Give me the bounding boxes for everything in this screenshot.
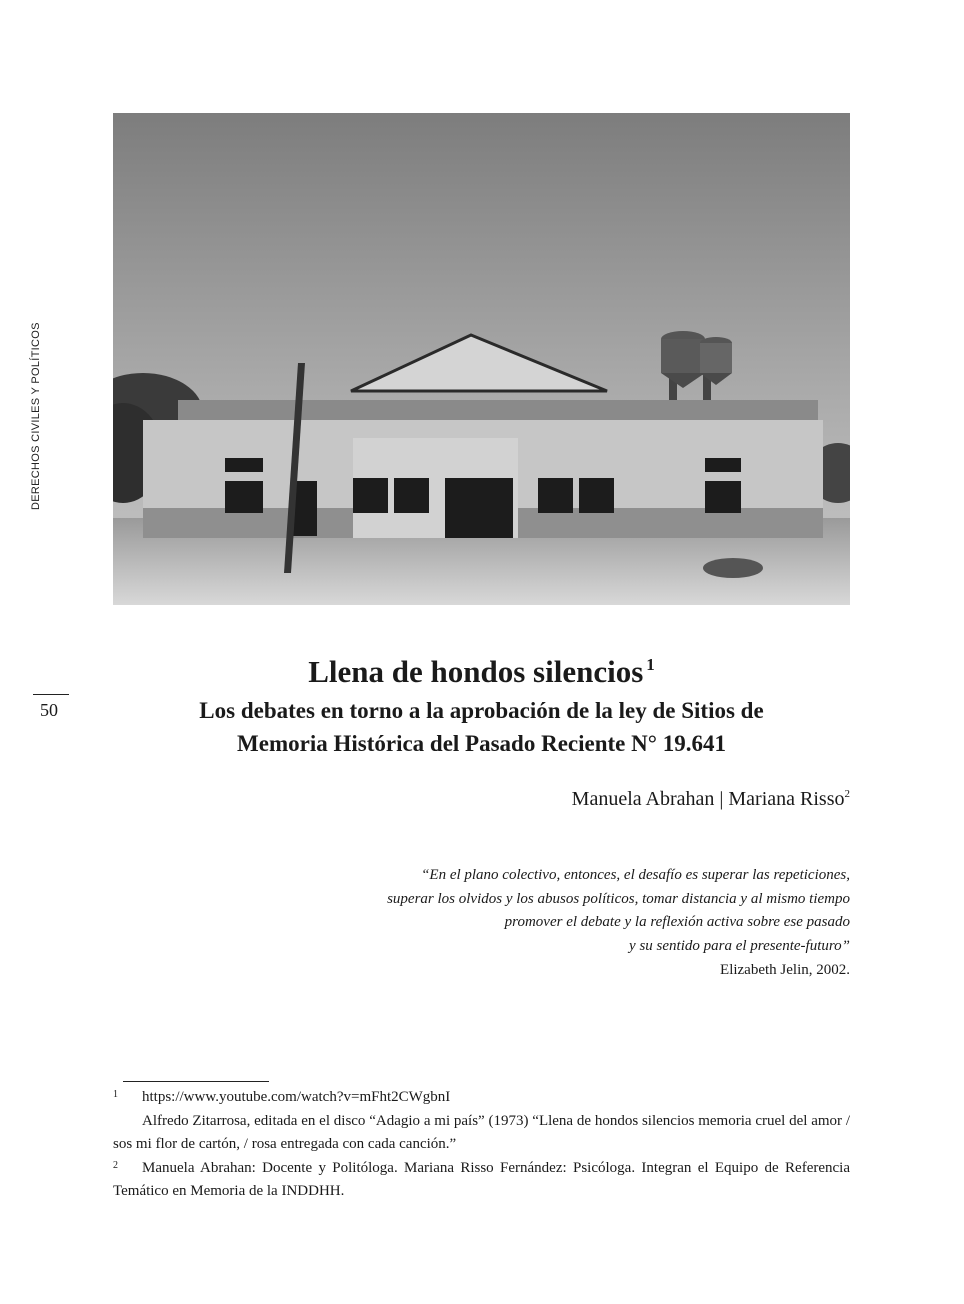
footnote-1-text: Alfredo Zitarrosa, editada en el disco “Adagio a mi país” (1973) “Llena de hondos silencios memoria cruel del amor / sos mi flor de cartón, / rosa entregada con cada canción.”: [113, 1112, 850, 1152]
page-number: 50: [40, 700, 58, 720]
title-footnote-marker[interactable]: 1: [646, 655, 655, 674]
article-subtitle: [113, 694, 850, 760]
epigraph-quote: [290, 864, 850, 958]
building-photo: [113, 113, 850, 605]
authors-footnote-marker[interactable]: 2: [844, 788, 850, 800]
article-title-text: Llena de hondos silencios: [308, 654, 644, 689]
epigraph-line: y su sentido para el presente-futuro”: [629, 937, 850, 954]
footnote-1-number: 1: [113, 1089, 118, 1100]
page-number-rule: [33, 694, 69, 695]
footnote-2-text: Manuela Abrahan: Docente y Politóloga. Mariana Risso Fernández: Psicóloga. Integran el Equipo de Referencia Temático en Memoria de la INDDHH.: [113, 1159, 850, 1199]
footnote-1-url[interactable]: https://www.youtube.com/watch?v=mFht2CWgbnI: [142, 1089, 451, 1105]
running-header-section: DERECHOS CIVILES Y POLÍTICOS: [30, 322, 42, 510]
footnote-1: [113, 1086, 850, 1110]
footnote-1-body: [113, 1110, 850, 1157]
footnote-separator: [123, 1081, 269, 1082]
authors-text: Manuela Abrahan | Mariana Risso: [571, 788, 845, 810]
footnote-2: [113, 1157, 850, 1204]
footnotes: [113, 1086, 850, 1204]
footnote-2-number: 2: [113, 1159, 118, 1171]
subtitle-line-2: Memoria Histórica del Pasado Reciente N° 19.641: [237, 731, 726, 756]
epigraph-line: promover el debate y la reflexión activa sobre ese pasado: [504, 914, 850, 930]
article-title: [113, 645, 850, 692]
subtitle-line-1: Los debates en torno a la aprobación de la ley de Sitios de: [199, 698, 764, 723]
epigraph-line: “En el plano colectivo, entonces, el desafío es superar las repeticiones,: [421, 867, 850, 883]
article-authors: [572, 788, 850, 811]
article-heading: [113, 645, 850, 760]
epigraph-source: Elizabeth Jelin, 2002.: [720, 962, 850, 978]
epigraph-line: superar los olvidos y los abusos políticos, tomar distancia y al mismo tiempo: [387, 890, 850, 907]
